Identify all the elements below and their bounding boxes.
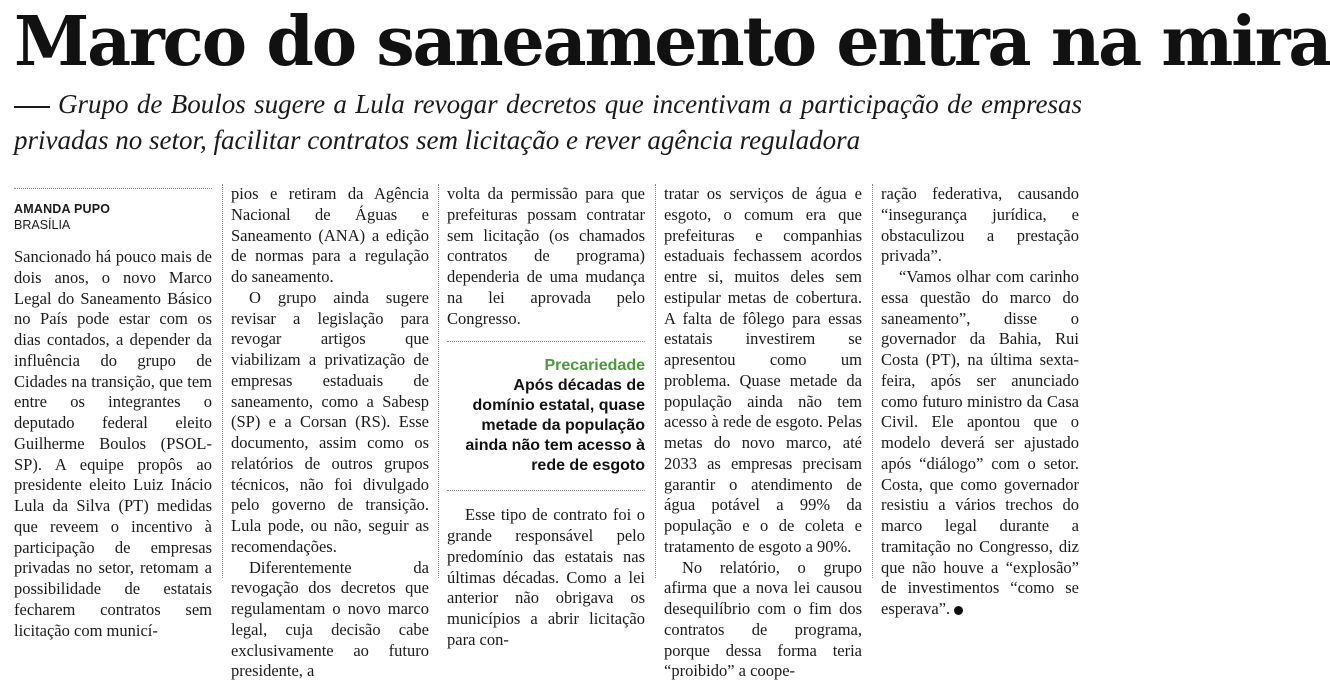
- subheadline: [14, 86, 1082, 158]
- paragraph: volta da permissão para que prefeituras possam contratar sem licitação (os chamados contratos de programa) dependeria de uma mudança na lei aprovada pelo Congresso.: [447, 184, 645, 329]
- paragraph: Esse tipo de contrato foi o grande responsável pelo predomínio das estatais nas últimas décadas. Como a lei anterior não obrigava os municípios a abrir licitação para con-: [447, 505, 645, 650]
- column-divider: [438, 184, 439, 578]
- byline-rule: [14, 188, 212, 189]
- article-column-1: [14, 184, 212, 582]
- byline-place: BRASÍLIA: [14, 217, 212, 233]
- paragraph: No relatório, o grupo afirma que a nova lei causou desequilíbrio com o fim dos contratos de programa, porque dessa forma teria “proibido” a coope-: [664, 558, 862, 682]
- article-column-3: [447, 184, 645, 582]
- subhead-text: Grupo de Boulos sugere a Lula revogar decretos que incentivam a participação de empresas privadas no setor, facilitar contratos sem licitação e rever agência reguladora: [14, 89, 1082, 155]
- paragraph-text: “Vamos olhar com carinho essa questão do marco do saneamento”, disse o governador da Bahia, Rui Costa (PT), na última sexta-feira, após ser anunciado como futuro ministro da Casa Civil. Ele apontou que o modelo deverá ser ajustado após “diálogo” com o setor. Costa, que como governador resistiu a vários trechos do marco legal durante a tramitação no Congresso, diz que não houve a “explosão” de investimentos “como se esperava”.: [881, 267, 1079, 618]
- column-divider: [872, 184, 873, 578]
- paragraph: ração federativa, causando “insegurança jurídica, e obstaculizou a prestação privada”.: [881, 184, 1079, 267]
- subhead-rule: [14, 106, 50, 108]
- paragraph: tratar os serviços de água e esgoto, o comum era que prefeituras e companhias estaduais fechassem acordos entre si, muitos deles sem estipular metas de cobertura. A falta de fôlego para essas estatais investirem se apresentou como um problema. Quase metade da população ainda não tem acesso à rede de esgoto. Pelas metas do novo marco, até 2033 as empresas precisam garantir o atendimento de água potável a 99% da população e o de coleta e tratamento de esgoto a 90%.: [664, 184, 862, 558]
- end-of-article-mark: [954, 606, 963, 615]
- pull-quote-kicker: Precariedade: [447, 356, 645, 376]
- byline-author: AMANDA PUPO: [14, 201, 212, 217]
- article-column-4: [664, 184, 862, 582]
- pull-quote-text: Após décadas de domínio estatal, quase metade da população ainda não tem acesso à rede de esgoto: [447, 376, 645, 476]
- paragraph: pios e retiram da Agência Nacional de Águas e Saneamento (ANA) a edição de normas para a regulação do saneamento.: [231, 184, 429, 288]
- paragraph: [881, 267, 1079, 620]
- headline: Marco do saneamento entra na mira: [14, 0, 1084, 84]
- column-divider: [655, 184, 656, 578]
- paragraph: Diferentemente da revogação dos decretos que regulamentam o novo marco legal, cuja decisão cabe exclusivamente ao futuro presidente, a: [231, 558, 429, 682]
- pull-quote: [447, 341, 645, 491]
- article-column-2: [231, 184, 429, 582]
- paragraph: O grupo ainda sugere revisar a legislação para revogar artigos que viabilizam a privatização de empresas estaduais de saneamento, como a Sabesp (SP) e a Corsan (RS). Esse documento, assim como os relatórios de outros grupos técnicos, não foi divulgado pelo governo de transição. Lula pode, ou não, seguir as recomendações.: [231, 288, 429, 558]
- article-column-5: [881, 184, 1079, 582]
- paragraph: Sancionado há pouco mais de dois anos, o novo Marco Legal do Saneamento Básico no País pode estar com os dias contados, a depender da influência do grupo de Cidades na transição, que tem entre os integrantes o deputado federal eleito Guilherme Boulos (PSOL-SP). A equipe propôs ao presidente eleito Luiz Inácio Lula da Silva (PT) medidas que reveem o incentivo à participação de empresas privadas no setor, retomam a possibilidade de estatais fecharem contratos sem licitação com municí-: [14, 247, 212, 641]
- column-divider: [222, 184, 223, 578]
